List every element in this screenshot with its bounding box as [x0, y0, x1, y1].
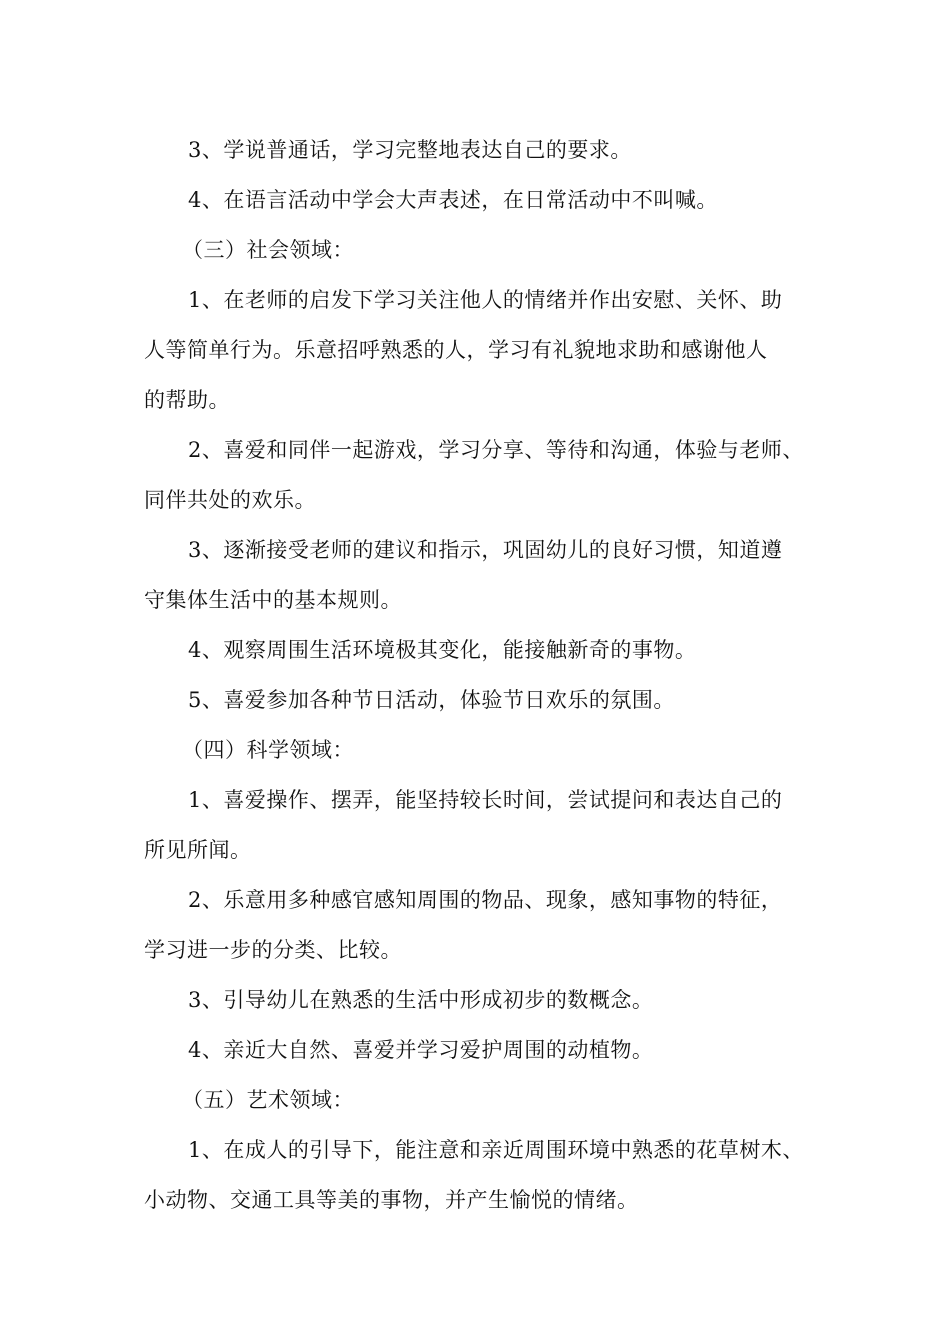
- paragraph-line: 1、喜爱操作、摆弄，能坚持较长时间，尝试提问和表达自己的: [188, 788, 783, 812]
- paragraph-line: 4、观察周围生活环境极其变化，能接触新奇的事物。: [188, 638, 697, 662]
- paragraph-line: 学习进一步的分类、比较。: [144, 938, 402, 962]
- paragraph-line: 4、亲近大自然、喜爱并学习爱护周围的动植物。: [188, 1038, 654, 1062]
- paragraph-line: 3、学说普通话，学习完整地表达自己的要求。: [188, 138, 632, 162]
- paragraph-line: 1、在老师的启发下学习关注他人的情绪并作出安慰、关怀、助: [188, 288, 783, 312]
- paragraph-line: 同伴共处的欢乐。: [144, 488, 316, 512]
- paragraph-line: 3、引导幼儿在熟悉的生活中形成初步的数概念。: [188, 988, 654, 1012]
- paragraph-line: 4、在语言活动中学会大声表述，在日常活动中不叫喊。: [188, 188, 718, 212]
- section-heading: （四）科学领域：: [182, 738, 354, 762]
- paragraph-line: 小动物、交通工具等美的事物，并产生愉悦的情绪。: [144, 1188, 639, 1212]
- paragraph-line: 3、逐渐接受老师的建议和指示，巩固幼儿的良好习惯，知道遵: [188, 538, 783, 562]
- paragraph-line: 2、乐意用多种感官感知周围的物品、现象，感知事物的特征，: [188, 888, 783, 912]
- paragraph-line: 的帮助。: [144, 388, 230, 412]
- paragraph-line: 人等简单行为。乐意招呼熟悉的人，学习有礼貌地求助和感谢他人: [144, 338, 768, 362]
- section-heading: （五）艺术领域：: [182, 1088, 354, 1112]
- section-heading: （三）社会领域：: [182, 238, 354, 262]
- paragraph-line: 2、喜爱和同伴一起游戏，学习分享、等待和沟通，体验与老师、: [188, 438, 804, 462]
- paragraph-line: 1、在成人的引导下，能注意和亲近周围环境中熟悉的花草树木、: [188, 1138, 804, 1162]
- paragraph-line: 所见所闻。: [144, 838, 252, 862]
- paragraph-line: 5、喜爱参加各种节日活动，体验节日欢乐的氛围。: [188, 688, 675, 712]
- paragraph-line: 守集体生活中的基本规则。: [144, 588, 402, 612]
